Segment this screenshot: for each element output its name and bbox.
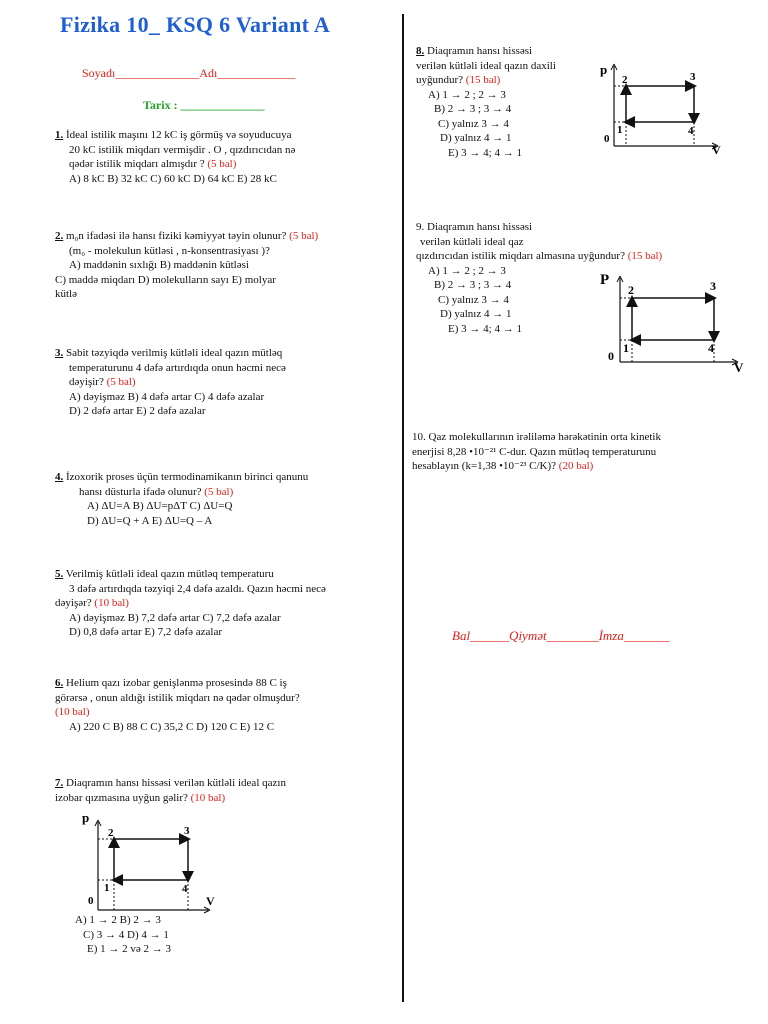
question-1-options: A) 8 kC B) 32 kC C) 60 kC D) 64 kC E) 28 kC bbox=[69, 172, 277, 185]
question-1: 1. İdeal istilik maşını 12 kC iş görmüş və soyuducuya 20 kC istilik miqdarı vermişdir . O , qızdırıcıdan nə qədər istilik miqdarı almışdır ? (5 bal) A) 8 kC B) 32 kC C) 60 kC D) 64 kC E) 28 kC bbox=[55, 128, 380, 186]
point-4-label: 4 bbox=[182, 883, 188, 895]
pv-diagram-q9 bbox=[598, 266, 748, 376]
point-3-label: 3 bbox=[184, 825, 190, 837]
origin-label: 0 bbox=[604, 133, 610, 145]
point-4-label: 4 bbox=[708, 341, 714, 355]
pv-diagram-q7 bbox=[78, 812, 218, 920]
question-10: 10. Qaz molekullarının irəliləmə hərəkətinin orta kinetik enerjisi 8,28 •10⁻²¹ C-dur. Qazın mütləq temperaturunu hesablayın (k=1,38 •10⁻²³ C/K)? (20 bal) bbox=[412, 431, 661, 472]
question-4: 4. İzoxorik proses üçün termodinamikanın birinci qanunu hansı düsturla ifadə olunur? (5 bal) A) ΔU=A B) ΔU=pΔT C) ΔU=Q D) ΔU=Q + A E) ΔU=Q – A bbox=[55, 471, 309, 527]
question-5: 5. Verilmiş kütləli ideal qazın mütləq temperaturu 3 dəfə artırdıqda təzyiqi 2,4 dəfə azaldı. Qazın həcmi necə dəyişər? (10 bal) A) dəyişməz B) 7,2 dəfə artar C) 7,2 dəfə azalar D) 0,8 dəfə artar E) 7,2 dəfə azalar bbox=[55, 568, 326, 638]
point-2-label: 2 bbox=[628, 283, 634, 297]
question-6: 6. Helium qazı izobar genişlənmə prosesində 88 C iş görərsə , onun aldığı istilik miqdarı nə qədər olmuşdur? (10 bal) A) 220 C B) 88 C C) 35,2 C D) 120 C E) 12 C bbox=[55, 677, 300, 733]
question-8: 8. Diaqramın hansı hissəsi verilən kütləli ideal qazın daxili uyğundur? (15 bal) A) 1 → 2 ; 2 → 3 B) 2 → 3 ; 3 → 4 C) yalnız 3 → 4 D) yalnız 4 → 1 E) 3 → 4; 4 → 1 bbox=[416, 45, 556, 159]
grade-signature-line: Bal______Qiymət________İmza_______ bbox=[452, 628, 670, 643]
p-axis-label: p bbox=[600, 62, 608, 77]
question-9: 9. Diaqramın hansı hissəsi verilən kütləli ideal qaz qızdırıcıdan istilik miqdarı almasına uyğundur? (15 bal) A) 1 → 2 ; 2 → 3 B) 2 → 3 ; 3 → 4 C) yalnız 3 → 4 D) yalnız 4 → 1 E) 3 → 4; 4 → 1 bbox=[416, 221, 663, 335]
pv-diagram-q8 bbox=[598, 56, 728, 156]
point-1-label: 1 bbox=[104, 882, 110, 894]
question-7: 7. Diaqramın hansı hissəsi verilən kütləli ideal qazın izobar qızmasına uyğun gəlir? (10 bal) bbox=[55, 777, 286, 804]
v-axis-label: V bbox=[734, 360, 744, 375]
point-4-label: 4 bbox=[688, 125, 694, 137]
v-axis-label: V bbox=[206, 894, 215, 908]
p-axis-label: p bbox=[82, 812, 90, 825]
origin-label: 0 bbox=[608, 349, 614, 363]
point-2-label: 2 bbox=[108, 827, 114, 839]
point-3-label: 3 bbox=[690, 71, 696, 83]
page-title: Fizika 10_ KSQ 6 Variant A bbox=[60, 12, 331, 37]
point-3-label: 3 bbox=[710, 279, 716, 293]
point-1-label: 1 bbox=[617, 124, 623, 136]
p-axis-label: P bbox=[600, 272, 610, 288]
question-2: 2. m₀n ifadəsi ilə hansı fiziki kəmiyyət təyin olunur? (5 bal) (m₀ - molekulun kütləsi , n-konsentrasiyası )? A) maddənin sıxlığı B) maddənin kütləsi C) maddə miqdarı D) molekulların sayı E) molyar kütlə bbox=[55, 230, 319, 300]
point-1-label: 1 bbox=[623, 341, 629, 355]
question-3: 3. Sabit təzyiqdə verilmiş kütləli ideal qazın mütləq temperaturunu 4 dəfə artırdıqda onun həcmi necə dəyişir? (5 bal) A) dəyişməz B) 4 dəfə artar C) 4 dəfə azalar D) 2 dəfə artar E) 2 dəfə azalar bbox=[55, 347, 286, 417]
column-divider bbox=[402, 14, 404, 1002]
question-7-options: A) 1 → 2 B) 2 → 3 C) 3 → 4 D) 4 → 1 E) 1 → 2 və 2 → 3 bbox=[75, 914, 172, 955]
v-axis-label: V bbox=[712, 143, 721, 156]
date-line: Tarix : ______________ bbox=[143, 98, 265, 112]
name-line: Soyadı______________Adı_____________ bbox=[82, 66, 296, 80]
origin-label: 0 bbox=[88, 895, 94, 907]
point-2-label: 2 bbox=[622, 74, 628, 86]
